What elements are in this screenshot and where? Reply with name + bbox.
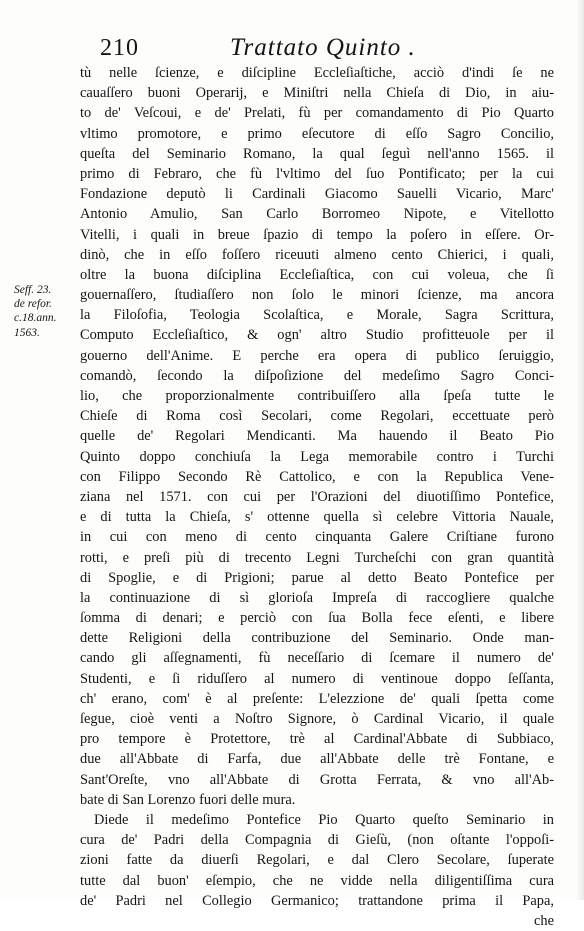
margin-note (14, 283, 78, 340)
text-line: rotti, e preſi più di trecento Legni Turcheſchi con gran quantità (80, 549, 554, 566)
text-line: ch' erano, com' è al preſente: L'elezzione de' quali ſpetta come (80, 690, 554, 707)
text-line: Chieſe di Roma così Secolari, come Regolari, eccettuate però (80, 408, 554, 425)
text-line: dette Religioni della contribuzione del Seminario. Onde man- (80, 630, 554, 647)
text-line: ſomma di denari; e perciò con ſua Bolla fece eſenti, e libere (80, 610, 554, 627)
text-line: queſta del Seminario Romano, la qual ſeguì nell'anno 1565. il (80, 145, 554, 162)
catchword: che (534, 912, 554, 929)
running-title: Trattato Quinto . (230, 34, 416, 61)
text-line: to de' Veſcoui, e de' Prelati, fù per comandamento di Pio Quarto (80, 105, 554, 122)
text-line: Sant'Oreſte, vno all'Abbate di Grotta Ferrata, & vno all'Ab- (80, 771, 554, 788)
text-line: Studenti, e ſi riduſſero al numero di ventinoue doppo ſeſſanta, (80, 670, 554, 687)
text-line: de' Padri nel Collegio Germanico; trattandone prima il Papa, (80, 892, 554, 909)
text-line: ſegue, cioè venti a Noſtro Signore, ò Cardinal Vicario, il quale (80, 711, 554, 727)
text-line: cauaſſero buoni Operarij, e Miniſtri nella Chieſa di Dio, in aiu- (80, 85, 554, 102)
text-line: comandò, ſecondo la diſpoſizione del medeſimo Sagro Conci- (80, 367, 554, 384)
page-number: 210 (100, 35, 139, 61)
margin-note-line: 1563. (14, 326, 40, 339)
text-line: in cui con meno di cento cinquanta Galere Criſtiane furono (80, 529, 554, 546)
text-line: cura de' Padri della Compagnia di Gieſù, (non oſtante l'oppoſi- (80, 832, 554, 849)
page-edge-shadow (576, 0, 584, 900)
text-line: Fondazione deputò li Cardinali Giacomo Sauelli Vicario, Marc' (80, 186, 554, 203)
body-text (80, 63, 554, 931)
text-line: ziana nel 1571. con cui per l'Orazioni del diuotiſſimo Pontefice, (80, 488, 554, 505)
text-line: con Filippo Secondo Rè Cattolico, e con la Republica Vene- (80, 468, 554, 485)
text-line: Quinto doppo conchiuſa la Lega memorabile contro i Turchi (80, 448, 554, 465)
margin-note-line: Seff. 23. (14, 284, 52, 296)
margin-note-line: c.18.ann. (14, 312, 57, 325)
text-line: vltimo promotore, e primo eſecutore di eſſo Sagro Concilio, (80, 125, 554, 142)
text-line: primo di Febraro, che fù l'vltimo del ſuo Pontificato; per la cui (80, 165, 554, 182)
running-head (100, 34, 564, 62)
text-line: quelle de' Regolari Mendicanti. Ma hauendo il Beato Pio (80, 428, 554, 445)
text-line: oltre la buona diſciplina Eccleſiaſtica, con cui voleua, che ſi (80, 266, 554, 283)
text-line: Computo Eccleſiaſtico, & ogn' altro Studio profitteuole per il (80, 327, 554, 344)
text-line: tutte dal buon' eſempio, che ne vidde nella diligentiſſima cura (80, 872, 554, 889)
text-line: Diede il medeſimo Pontefice Pio Quarto queſto Seminario in (94, 811, 554, 828)
text-line: pro tempore è Protettore, trè al Cardinal'Abbate di Subbiaco, (80, 731, 554, 748)
text-line: gouerno dell'Anime. E perche era opera di publico ſeruiggio, (80, 347, 554, 364)
margin-note-line: de refor. (14, 298, 52, 311)
text-line: Antonio Amulio, San Carlo Borromeo Nipote, e Vitellotto (80, 206, 554, 223)
text-line: zioni fatte da diuerſi Regolari, e dal Clero Secolare, ſuperate (80, 852, 554, 869)
text-line: due all'Abbate di Farfa, due all'Abbate delle trè Fontane, e (80, 751, 554, 768)
text-line: la Filoſofia, Teologia Scolaſtica, e Morale, Sagra Scrittura, (80, 307, 554, 324)
text-line: gouernaſſero, ſtudiaſſero non ſolo le minori ſcienze, ma ancora (80, 287, 554, 304)
text-line: e di tutta la Chieſa, s' ottenne quella sì celebre Vittoria Nauale, (80, 509, 554, 526)
text-line: di Spoglie, e di Prigioni; parue al detto Beato Pontefice per (80, 569, 554, 586)
text-line: cando gli aſſegnamenti, fù neceſſario di ſcemare il numero de' (80, 650, 554, 667)
text-line: la continuazione di sì glorioſa Impreſa di raccogliere qualche (80, 589, 554, 606)
text-line: dinò, che in eſſo foſſero riceuuti almeno cento Chierici, i quali, (80, 246, 554, 263)
text-line: bate di San Lorenzo fuori delle mura. (80, 791, 296, 808)
text-line: lio, che proporzionalmente contribuiſſero alla ſpeſa tutte le (80, 388, 554, 404)
text-line: tù nelle ſcienze, e diſcipline Eccleſiaſtiche, acciò d'indi ſe ne (80, 65, 554, 81)
text-line: Vitelli, i quali in breue ſpazio di tempo la poſero in eſſere. Or- (80, 226, 554, 243)
